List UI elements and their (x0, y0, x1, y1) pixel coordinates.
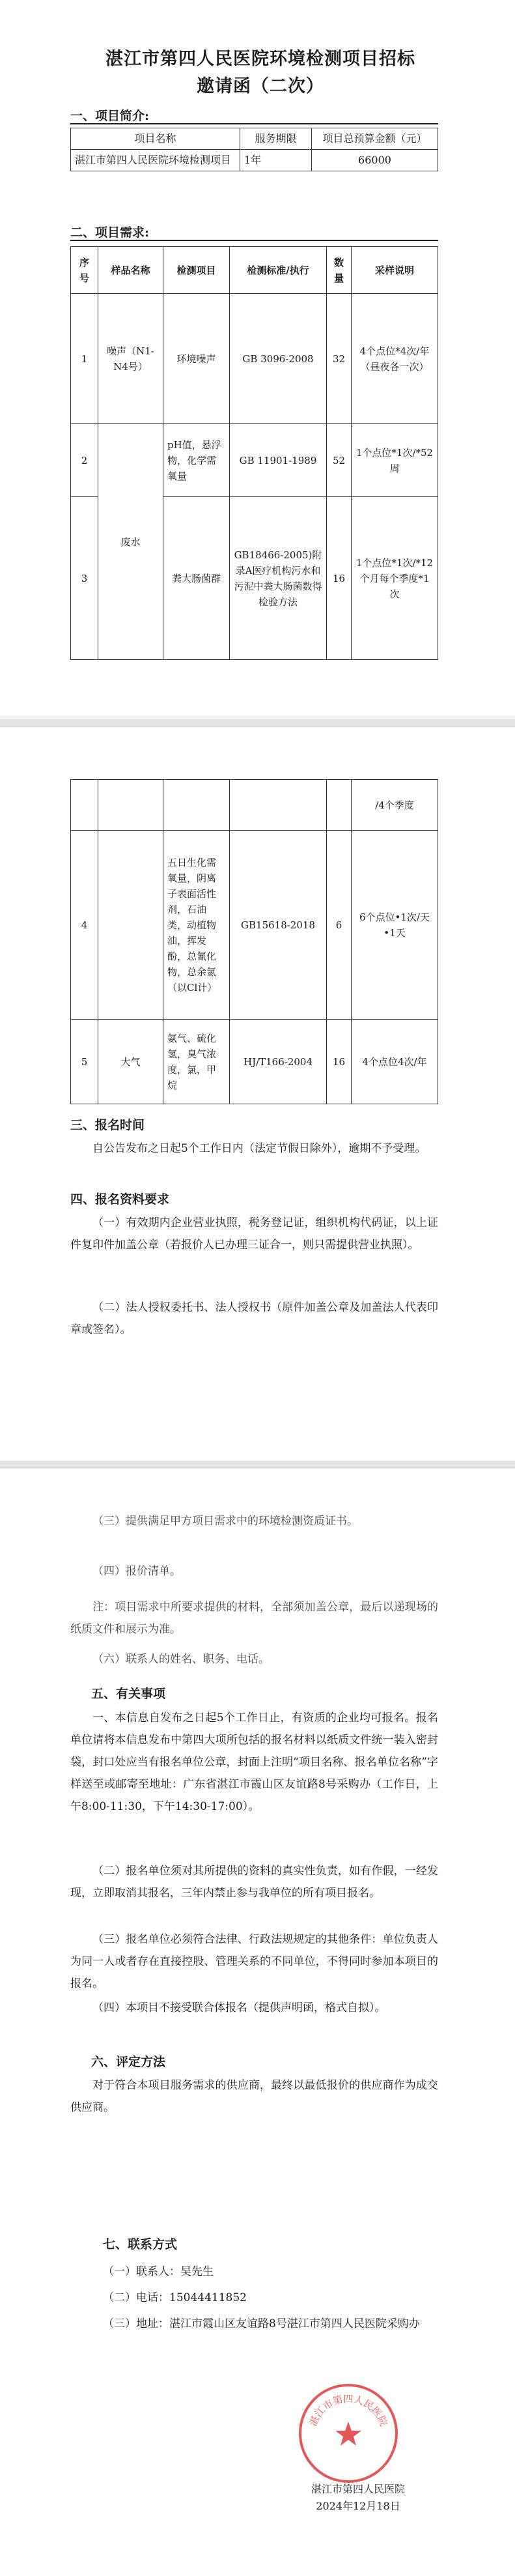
table-header-row (71, 128, 438, 150)
service-period-cell: 1年 (240, 150, 312, 171)
seal-text: 湛江市第四人民医院 (307, 2393, 390, 2428)
contact-phone: （二）电话：15044411852 (103, 2291, 247, 2304)
sampling-note: 1个点位*1次/*52周 (352, 424, 438, 497)
table-row (71, 150, 438, 171)
quantity: 16 (327, 1020, 352, 1104)
test-standard: GB 3096-2008 (230, 294, 327, 424)
section-7-heading: 七、联系方式 (103, 2237, 178, 2252)
requirements-table-continued (70, 779, 438, 1104)
test-standard: GB18466-2005)附录A医疗机构污水和污泥中粪大肠菌数得检验方法 (230, 497, 327, 660)
sample-name: 废水 (98, 424, 163, 660)
row-number (71, 780, 98, 831)
header-cell: 检测项目 (163, 247, 230, 294)
contact-person: （一）联系人：吴先生 (103, 2265, 214, 2278)
header-cell: 采样说明 (352, 247, 438, 294)
table-header-row (71, 247, 438, 294)
test-standard: HJ/T166-2004 (230, 1020, 327, 1104)
sample-name (98, 831, 163, 1020)
sample-name: 噪声（N1-N4号） (98, 294, 163, 424)
section-4-item-1: （一）有效期内企业营业执照，税务登记证，组织机构代码证，以上证件复印件加盖公章（若报价人已办理三证合一，则只需提供营业执照）。 (70, 1216, 438, 1252)
page-gap (0, 719, 515, 726)
star-icon (335, 2422, 361, 2446)
section-4-heading: 四、报名资料要求 (70, 1192, 170, 1207)
row-number: 5 (71, 1020, 98, 1104)
quantity (327, 780, 352, 831)
row-number: 3 (71, 497, 98, 660)
quantity: 6 (327, 831, 352, 1020)
quantity: 52 (327, 424, 352, 497)
table-row (71, 424, 438, 497)
page-gap (0, 1461, 515, 1467)
sample-name: 大气 (98, 1020, 163, 1104)
section-5-heading: 五、有关事项 (91, 1687, 166, 1701)
section-5-para-4: （四）本项目不接受联合体报名（提供声明函，格式自拟）。 (92, 2001, 386, 2014)
section-1-heading: 一、项目简介: (70, 109, 150, 123)
section-4-item-3: （三）提供满足甲方项目需求中的环境检测资质证书。 (92, 1515, 358, 1528)
quantity: 16 (327, 497, 352, 660)
test-item: pH值，悬浮物，化学需氧量 (163, 424, 230, 497)
sampling-note: 4个点位*4次/年（昼夜各一次） (352, 294, 438, 424)
test-standard: GB 11901-1989 (230, 424, 327, 497)
header-cell: 项目总预算金额（元） (312, 128, 438, 150)
table-row (71, 1020, 438, 1104)
table-row (71, 780, 438, 831)
sampling-note: /4个季度 (352, 780, 438, 831)
title-line-2: 邀请函（二次） (197, 76, 324, 96)
header-cell: 数量 (327, 247, 352, 294)
section-4-item-6: （六）联系人的姓名、职务、电话。 (92, 1653, 270, 1666)
row-number: 4 (71, 831, 98, 1020)
section-4-note: 注：项目需求中所要求提供的材料，全部须加盖公章，最后以递现场的纸质文件和展示为准。 (70, 1601, 438, 1636)
table-row (71, 831, 438, 1020)
header-cell: 项目名称 (71, 128, 240, 150)
section-4-item-2: （二）法人授权委托书、法人授权书（原件加盖公章及加盖法人代表印章或签名）。 (70, 1301, 438, 1336)
row-number: 1 (71, 294, 98, 424)
section-5-para-3: （三）报名单位必须符合法律、行政法规规定的其他条件：单位负责人为同一人或者存在直接控股、管理关系的不同单位，不得同时参加本项目的报名。 (70, 1933, 438, 1990)
section-2-rule (70, 240, 438, 241)
header-cell: 服务期限 (240, 128, 312, 150)
signature-org: 湛江市第四人民医院 (311, 2483, 405, 2495)
section-3-text: 自公告发布之日起5个工作日内（法定节假日除外），逾期不予受理。 (92, 1142, 426, 1155)
page-1 (0, 0, 515, 719)
sampling-note: 6个点位•1次/天•1天 (352, 831, 438, 1020)
section-6-text: 对于符合本项目服务需求的供应商，最终以最低报价的供应商作为成交供应商。 (70, 2079, 438, 2114)
test-item: 粪大肠菌群 (163, 497, 230, 660)
document-title (39, 46, 482, 100)
section-2-heading: 二、项目需求: (70, 225, 150, 240)
test-item (163, 780, 230, 831)
header-cell: 检测标准/执行 (230, 247, 327, 294)
section-1-rule (70, 123, 438, 124)
sampling-note: 4个点位4次/年 (352, 1020, 438, 1104)
project-summary-table (70, 128, 438, 171)
test-item: 五日生化需氧量，阴离子表面活性剂，石油类，动植物油，挥发酚，总氰化物，总余氯（以Cl计） (163, 831, 230, 1020)
section-4-item-4: （四）报价清单。 (92, 1565, 181, 1578)
table-row (71, 294, 438, 424)
header-cell: 样品名称 (98, 247, 163, 294)
official-seal (296, 2381, 400, 2485)
test-item: 环境噪声 (163, 294, 230, 424)
requirements-table (70, 246, 438, 660)
sample-name (98, 780, 163, 831)
section-5-para-2: （二）报名单位须对其所提供的资料的真实性负责，如有作假，一经发现，立即取消其报名，三年内禁止参与我单位的所有项目报名。 (70, 1865, 438, 1900)
section-6-heading: 六、评定方法 (91, 2055, 166, 2069)
budget-cell: 66000 (312, 150, 438, 171)
quantity: 32 (327, 294, 352, 424)
project-name-cell: 湛江市第四人民医院环境检测项目 (71, 150, 240, 171)
test-item: 氨气、硫化氢，臭气浓度，氯，甲烷 (163, 1020, 230, 1104)
section-5-para-1: 一、本信息自发布之日起5个工作日止，有资质的企业均可报名。报名单位请将本信息发布中第四大项所包括的报名材料以纸质文件统一装入密封袋，封口处应当有报名单位公章，封面上注明“项目名称、报名单位名称”字样送至或邮寄至地址：广东省湛江市霞山区友谊路8号采购办（工作日，上午8:00-11:30，下午14:30-17:00）。 (70, 1711, 438, 1813)
header-cell: 序号 (71, 247, 98, 294)
row-number: 2 (71, 424, 98, 497)
signature-date: 2024年12月18日 (316, 2500, 400, 2512)
title-line-1: 湛江市第四人民医院环境检测项目招标 (105, 49, 415, 69)
sampling-note: 1个点位*1次/*12个月每个季度*1次 (352, 497, 438, 660)
section-3-heading: 三、报名时间 (70, 1118, 145, 1132)
test-standard: GB15618-2018 (230, 831, 327, 1020)
test-standard (230, 780, 327, 831)
contact-address: （三）地址：湛江市霞山区友谊路8号湛江市第四人民医院采购办 (103, 2317, 420, 2330)
